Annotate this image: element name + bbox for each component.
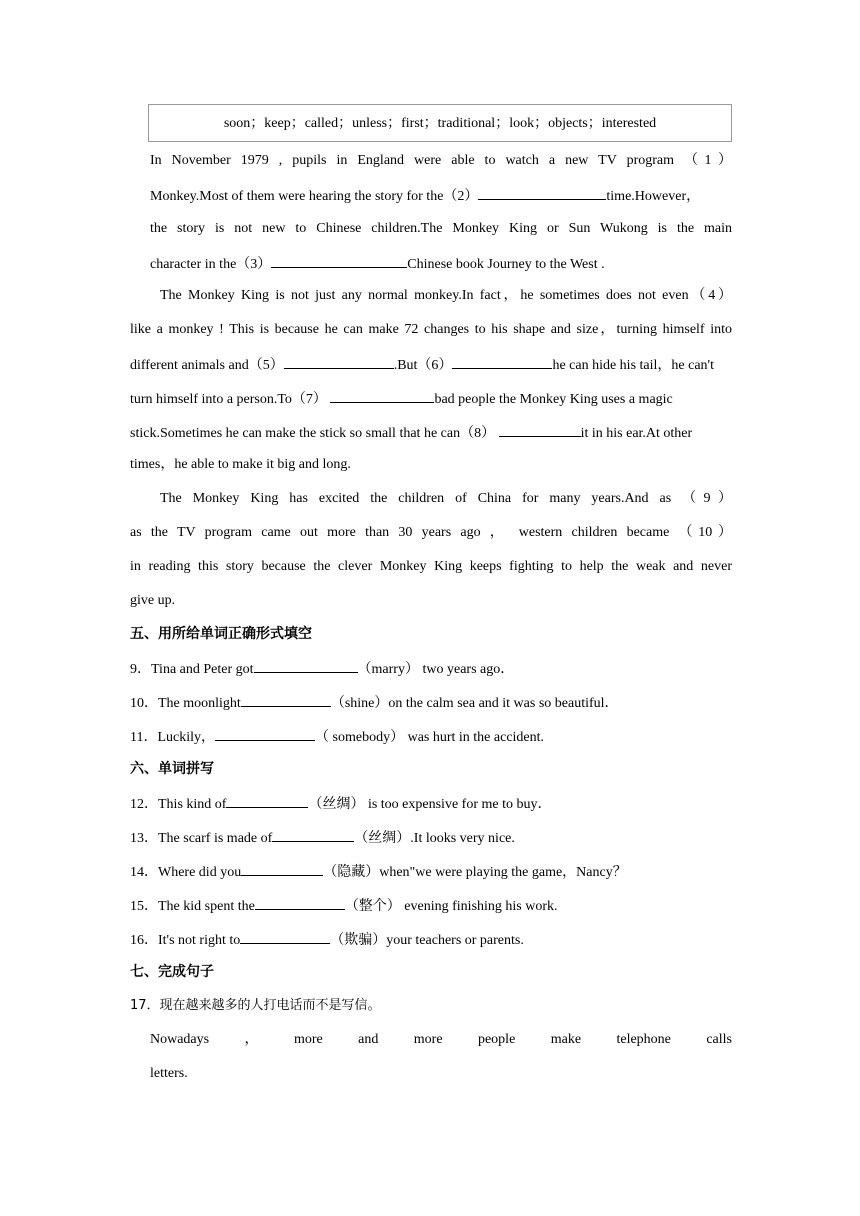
question-text: 11．Luckily， xyxy=(130,730,216,745)
passage-line: give up. xyxy=(130,593,176,608)
word: ， xyxy=(244,1032,259,1047)
question-text: 15．The kid spent the xyxy=(130,899,255,914)
passage-text: character in the（3） xyxy=(150,257,272,272)
passage-text: .But（6） xyxy=(393,358,453,373)
question-text: 13．The scarf is made of xyxy=(130,831,273,846)
question-text: （丝绸） is too expensive for me to buy． xyxy=(308,797,552,812)
blank-6[interactable] xyxy=(452,354,552,369)
answer-blank-15[interactable] xyxy=(255,895,345,910)
passage-line xyxy=(150,185,700,207)
question-13 xyxy=(130,827,515,849)
passage-line xyxy=(130,388,673,410)
question-text: （隐藏）when"we were playing the game，Nancy？ xyxy=(323,865,627,880)
passage-line: the story is not new to Chinese children.The Monkey King or Sun Wukong is the main xyxy=(150,221,732,236)
passage-line xyxy=(130,422,692,444)
question-text: 16．It's not right to xyxy=(130,933,241,948)
word: more xyxy=(293,1032,323,1047)
question-text: 12．This kind of xyxy=(130,797,227,812)
word: make xyxy=(550,1032,582,1047)
question-17-english xyxy=(150,1030,732,1050)
blank-5[interactable] xyxy=(284,354,394,369)
question-16 xyxy=(130,929,524,951)
question-text: （丝绸）.It looks very nice. xyxy=(354,831,515,846)
passage-text: Monkey.Most of them were hearing the story for the（2） xyxy=(150,189,479,204)
word: more xyxy=(413,1032,443,1047)
passage-line: times，he able to make it big and long. xyxy=(130,457,351,472)
section-heading-5: 五、用所给单词正确形式填空 xyxy=(130,626,312,642)
question-17-chinese: 17．现在越来越多的人打电话而不是写信。 xyxy=(130,998,381,1013)
question-12 xyxy=(130,793,551,815)
question-text: 10．The moonlight xyxy=(130,696,241,711)
passage-line xyxy=(130,354,714,376)
passage-line xyxy=(150,253,605,275)
passage-text: time.However， xyxy=(606,189,701,204)
word: calls xyxy=(706,1032,732,1047)
passage-text: turn himself into a person.To（7） xyxy=(130,392,327,407)
question-11 xyxy=(130,726,544,748)
word: Nowadays xyxy=(150,1032,210,1047)
passage-text: bad people the Monkey King uses a magic xyxy=(434,392,673,407)
word: and xyxy=(358,1032,379,1047)
question-9 xyxy=(130,658,514,680)
answer-blank-11[interactable] xyxy=(215,726,315,741)
passage-line: The Monkey King has excited the children of China for many years.And as （9） xyxy=(160,491,732,506)
passage-text: he can hide his tail，he can't xyxy=(552,358,714,373)
question-text: （欺骗）your teachers or parents. xyxy=(330,933,524,948)
blank-3[interactable] xyxy=(271,253,407,268)
blank-2[interactable] xyxy=(478,185,606,200)
blank-7[interactable] xyxy=(330,388,434,403)
question-text: （shine）on the calm sea and it was so beautiful． xyxy=(330,696,619,711)
passage-line: in reading this story because the clever Monkey King keeps fighting to help the weak and never xyxy=(130,559,732,574)
question-14 xyxy=(130,861,627,883)
answer-blank-13[interactable] xyxy=(272,827,354,842)
answer-blank-10[interactable] xyxy=(241,692,331,707)
question-text: 9．Tina and Peter got xyxy=(130,662,254,677)
answer-blank-9[interactable] xyxy=(254,658,358,673)
section-heading-7: 七、完成句子 xyxy=(130,964,214,980)
question-text: 14．Where did you xyxy=(130,865,242,880)
passage-text: it in his ear.At other xyxy=(580,426,693,441)
passage-text: Chinese book Journey to the West . xyxy=(407,257,605,272)
answer-blank-16[interactable] xyxy=(240,929,330,944)
section-heading-6: 六、单词拼写 xyxy=(130,761,214,777)
passage-line: as the TV program came out more than 30 years ago ， western children became （10） xyxy=(130,525,732,540)
passage-line: In November 1979 , pupils in England were able to watch a new TV program （1） xyxy=(150,153,732,168)
word-bank-box xyxy=(148,104,732,142)
question-15 xyxy=(130,895,558,917)
question-text: （ somebody） was hurt in the accident. xyxy=(315,730,545,745)
passage-text: stick.Sometimes he can make the stick so small that he can（8） xyxy=(130,426,496,441)
word: telephone xyxy=(616,1032,671,1047)
answer-blank-14[interactable] xyxy=(241,861,323,876)
blank-8[interactable] xyxy=(499,422,581,437)
question-text: （marry） two years ago． xyxy=(357,662,515,677)
word-bank: soon；keep；called；unless；first；traditional；look；objects；interested xyxy=(223,116,657,131)
word: people xyxy=(477,1032,516,1047)
answer-blank-12[interactable] xyxy=(226,793,308,808)
question-17-end: letters. xyxy=(150,1066,188,1081)
passage-text: different animals and（5） xyxy=(130,358,284,373)
question-text: （整个） evening finishing his work. xyxy=(344,899,558,914)
question-10 xyxy=(130,692,619,714)
passage-line: The Monkey King is not just any normal monkey.In fact，he sometimes does not even（4） xyxy=(160,288,732,303)
passage-line: like a monkey ! This is because he can make 72 changes to his shape and size，turning himself into xyxy=(130,322,732,337)
